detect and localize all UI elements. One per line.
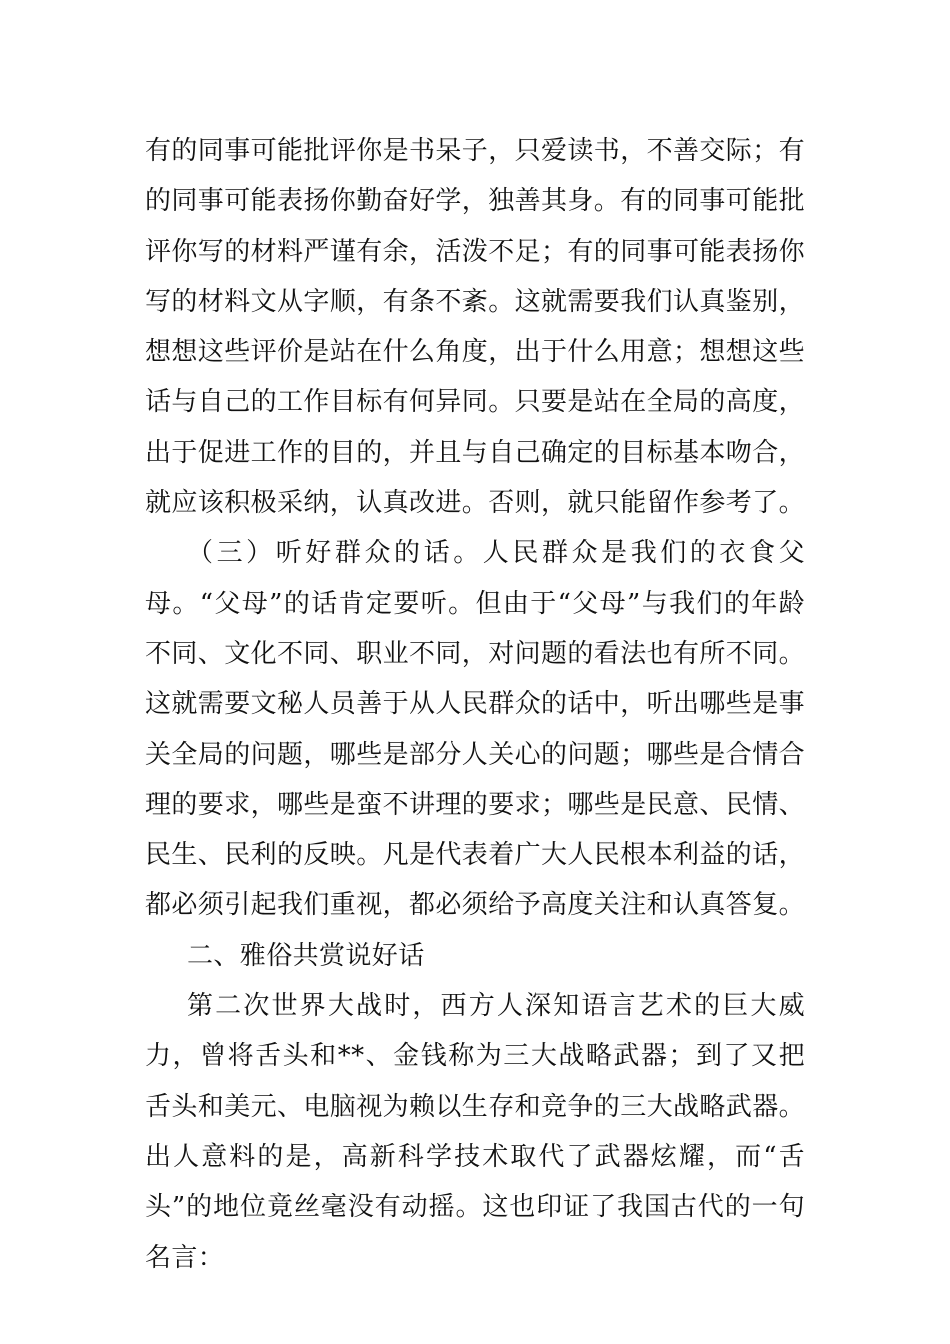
paragraph-world-war: 第二次世界大战时，西方人深知语言艺术的巨大威力，曾将舌头和**、金钱称为三大战略武器；到了又把舌头和美元、电脑视为赖以生存和竞争的三大战略武器。出人意料的是，高新科学技术取代了武器炫耀，而“舌头”的地位竟丝毫没有动摇。这也印证了我国古代的一句名言： <box>145 991 806 1273</box>
paragraph-continuation: 有的同事可能批评你是书呆子，只爱读书，不善交际；有的同事可能表扬你勤奋好学，独善其身。有的同事可能批评你写的材料严谨有余，活泼不足；有的同事可能表扬你写的材料文从字顺，有条不紊。这就需要我们认真鉴别，想想这些评价是站在什么角度，出于什么用意；想想这些话与自己的工作目标有何异同。只要是站在全局的高度，出于促进工作的目的，并且与自己确定的目标基本吻合，就应该积极采纳，认真改进。否则，就只能留作参考了。 <box>145 136 806 519</box>
section-heading: 二、雅俗共赏说好话 <box>187 940 425 971</box>
paragraph-listen-to-masses: （三）听好群众的话。人民群众是我们的衣食父母。“父母”的话肯定要听。但由于“父母”与我们的年龄不同、文化不同、职业不同，对问题的看法也有所不同。这就需要文秘人员善于从人民群众的话中，听出哪些是事关全局的问题，哪些是部分人关心的问题；哪些是合情合理的要求，哪些是蛮不讲理的要求；哪些是民意、民情、民生、民利的反映。凡是代表着广大人民根本利益的话，都必须引起我们重视，都必须给予高度关注和认真答复。 <box>145 538 806 921</box>
document-body <box>145 126 805 1283</box>
